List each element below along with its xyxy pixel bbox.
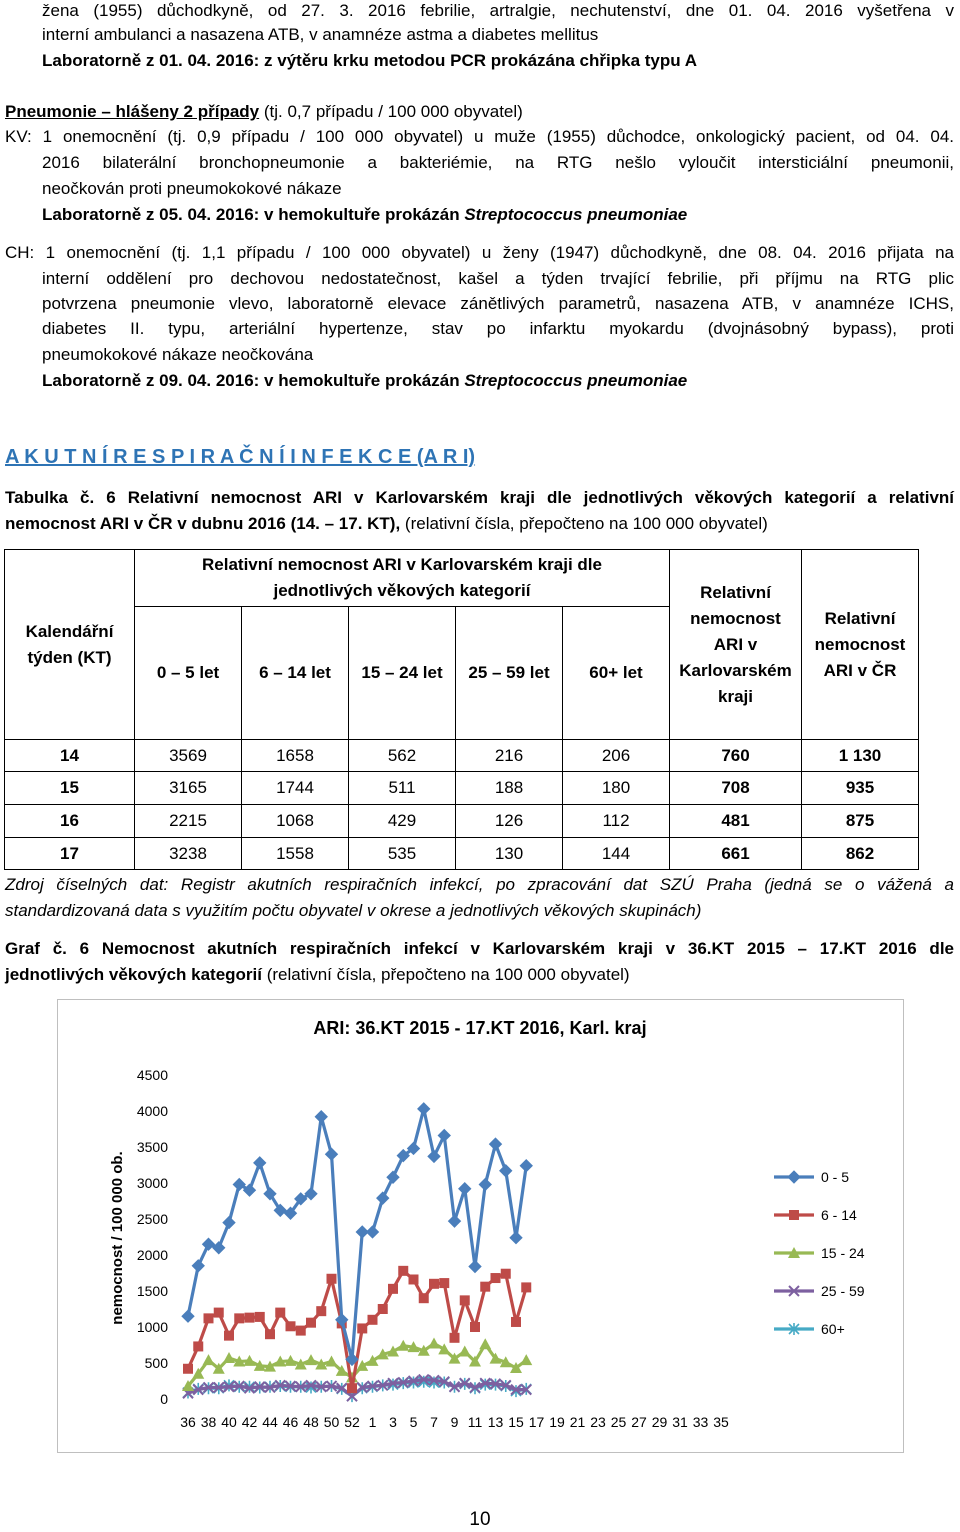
ch-lab-organism: Streptococcus pneumoniae	[464, 371, 688, 390]
x-tick-label: 40	[221, 1414, 237, 1430]
x-tick-label: 25	[610, 1414, 627, 1430]
x-tick-label: 27	[631, 1414, 647, 1430]
table-header-age: 15 – 24 let	[349, 607, 456, 740]
y-tick-label: 2500	[136, 1211, 168, 1227]
x-tick-label: 29	[651, 1414, 668, 1430]
cell-cr: 935	[802, 772, 919, 805]
graph-caption-line2	[5, 964, 630, 986]
ch-case-line: pneumokokové nákaze neočkována	[42, 345, 314, 364]
table-caption-line1: Tabulka č. 6 Relativní nemocnost ARI v Karlovarském kraji dle jednotlivých věkových kategorií a relativní	[5, 488, 954, 507]
cell-value: 1658	[242, 740, 349, 772]
cell-cr: 875	[802, 805, 919, 838]
y-tick-label: 1500	[136, 1283, 168, 1299]
cell-value: 216	[456, 740, 563, 772]
cell-cr: 862	[802, 838, 919, 870]
table-row	[5, 772, 919, 805]
cell-value: 3238	[135, 838, 242, 870]
ari-table	[4, 549, 919, 870]
table-header-age: 0 – 5 let	[135, 607, 242, 740]
table-row	[5, 740, 919, 772]
cell-value: 206	[563, 740, 670, 772]
table-header-age: 6 – 14 let	[242, 607, 349, 740]
graph-caption-bold: jednotlivých věkových kategorií	[5, 965, 262, 984]
graph-caption-rest: (relativní čísla, přepočteno na 100 000 obyvatel)	[261, 965, 630, 984]
table-row	[5, 838, 919, 870]
pneumonie-heading: Pneumonie – hlášeny 2 případy	[5, 102, 260, 121]
table-row	[5, 805, 919, 838]
x-tick-label: 23	[590, 1414, 606, 1430]
table-header-kv: Relativní nemocnost ARI v Karlovarském kraji	[670, 550, 802, 740]
table-caption-rest: (relativní čísla, přepočteno na 100 000 obyvatel)	[400, 514, 768, 533]
legend-label: 6 - 14	[821, 1207, 857, 1223]
table-header-week: Kalendářní týden (KT)	[5, 550, 135, 740]
cell-kv: 661	[670, 838, 802, 870]
x-tick-label: 3	[389, 1414, 397, 1430]
cell-value: 112	[563, 805, 670, 838]
cell-kt: 16	[5, 805, 135, 838]
cell-value: 3165	[135, 772, 242, 805]
x-tick-label: 1	[368, 1414, 377, 1430]
x-tick-label: 50	[323, 1414, 340, 1430]
x-tick-label: 46	[282, 1414, 299, 1430]
x-tick-label: 11	[467, 1414, 483, 1430]
cell-value: 1744	[242, 772, 349, 805]
legend-label: 60+	[821, 1321, 845, 1337]
pneumonie-heading-rate: (tj. 0,7 případu / 100 000 obyvatel)	[259, 102, 523, 121]
y-tick-label: 2000	[136, 1247, 168, 1263]
chart-y-axis-label: nemocnost / 100 000 ob.	[109, 1151, 126, 1325]
x-tick-label: 19	[549, 1414, 565, 1430]
cell-kv: 708	[670, 772, 802, 805]
cell-cr: 1 130	[802, 740, 919, 772]
case-text-line: interní ambulanci a nasazena ATB, v anamnéze astma a diabetes mellitus	[42, 25, 599, 44]
x-tick-label: 31	[672, 1414, 688, 1430]
cell-kt: 17	[5, 838, 135, 870]
source-note-line: standardizovaná data s využitím počtu obyvatel v okrese a jednotlivých věkových skupinách)	[5, 901, 702, 920]
x-tick-label: 48	[303, 1414, 319, 1430]
cell-value: 511	[349, 772, 456, 805]
cell-value: 429	[349, 805, 456, 838]
x-tick-label: 21	[569, 1414, 586, 1430]
legend-label: 0 - 5	[821, 1169, 850, 1185]
ch-case-line: CH: 1 onemocnění (tj. 1,1 případu / 100 000 obyvatel) u ženy (1947) důchodkyně, dne 08. 04. 2016 přijata na	[5, 243, 954, 262]
x-tick-label: 38	[200, 1414, 217, 1430]
cell-value: 535	[349, 838, 456, 870]
ch-lab-prefix: Laboratorně z 09. 04. 2016: v hemokultuře prokázán	[42, 371, 465, 390]
y-tick-label: 3000	[136, 1175, 168, 1191]
cell-value: 188	[456, 772, 563, 805]
y-tick-label: 500	[144, 1355, 168, 1371]
page-number: 10	[469, 1509, 491, 1530]
cell-value: 1068	[242, 805, 349, 838]
case-text-line: žena (1955) důchodkyně, od 27. 3. 2016 febrilie, artralgie, nechutenství, dne 01. 04. 2016 vyšetřena v	[42, 1, 954, 20]
x-tick-label: 36	[180, 1414, 196, 1430]
cell-value: 562	[349, 740, 456, 772]
legend-label: 25 - 59	[821, 1283, 865, 1299]
table-caption-bold: nemocnost ARI v ČR v dubnu 2016 (14. – 17. KT),	[5, 514, 401, 533]
cell-kv: 760	[670, 740, 802, 772]
x-tick-label: 15	[508, 1414, 524, 1430]
cell-value: 2215	[135, 805, 242, 838]
y-tick-label: 3500	[136, 1139, 168, 1155]
x-tick-label: 33	[692, 1414, 709, 1430]
ch-case-line: diabetes II. typu, arteriální hypertenze, stav po infarktu myokardu (dvojnásobný bypass), proti	[42, 319, 954, 338]
graph-caption-line1: Graf č. 6 Nemocnost akutních respiračních infekcí v Karlovarském kraji v 36.KT 2015 – 17.KT 2016 dle	[5, 939, 954, 958]
y-tick-label: 0	[160, 1391, 168, 1407]
ari-section-heading[interactable]: A K U T N Í R E S P I R A Č N Í I N F E K C E (A R I)	[5, 446, 476, 468]
table-header-age: 25 – 59 let	[456, 607, 563, 740]
cell-value: 1558	[242, 838, 349, 870]
chart-frame	[57, 999, 904, 1453]
cell-value: 180	[563, 772, 670, 805]
lab-result-line: Laboratorně z 01. 04. 2016: z výtěru krku metodou PCR prokázána chřipka typu A	[42, 51, 698, 70]
ch-case-line: interní oddělení pro dechovou nedostatečnost, kašel a týden trvající febrilie, při příjmu na RTG plic	[42, 269, 954, 288]
x-tick-label: 44	[262, 1414, 278, 1430]
kv-case-line: 2016 bilaterální bronchopneumonie a bakteriémie, na RTG nešlo vyloučit intersticiální pneumonii,	[42, 153, 954, 172]
cell-value: 130	[456, 838, 563, 870]
cell-value: 144	[563, 838, 670, 870]
cell-value: 3569	[135, 740, 242, 772]
ch-case-line: potvrzena pneumonie vlevo, laboratorně elevace zánětlivých parametrů, nasazena ATB, v anamnéze ICHS,	[42, 294, 954, 313]
kv-case-line: neočkován proti pneumokokové nákaze	[42, 179, 342, 198]
kv-lab-line	[42, 204, 687, 226]
kv-lab-prefix: Laboratorně z 05. 04. 2016: v hemokultuře prokázán	[42, 205, 465, 224]
source-note-line: Zdroj číselných dat: Registr akutních respiračních infekcí, po zpracování dat SZÚ Praha (jedná se o vážená a	[5, 875, 954, 894]
x-tick-label: 42	[241, 1414, 258, 1430]
y-tick-label: 4000	[136, 1103, 168, 1119]
cell-value: 126	[456, 805, 563, 838]
y-tick-label: 1000	[136, 1319, 168, 1335]
table-header-cr: Relativní nemocnost ARI v ČR	[802, 550, 919, 740]
x-tick-label: 13	[487, 1414, 504, 1430]
table-header-age: 60+ let	[563, 607, 670, 740]
x-tick-label: 52	[344, 1414, 360, 1430]
kv-lab-organism: Streptococcus pneumoniae	[464, 205, 688, 224]
legend-label: 15 - 24	[821, 1245, 865, 1261]
x-tick-label: 5	[409, 1414, 418, 1430]
cell-kt: 14	[5, 740, 135, 772]
cell-kv: 481	[670, 805, 802, 838]
x-tick-label: 9	[450, 1414, 459, 1430]
ch-lab-line	[42, 370, 687, 392]
table-caption-line2	[5, 513, 768, 535]
x-tick-label: 35	[713, 1414, 729, 1430]
kv-case-line: KV: 1 onemocnění (tj. 0,9 případu / 100 000 obyvatel) u muže (1955) důchodce, onkologický pacient, od 04. 04.	[5, 127, 954, 146]
table-header-group: Relativní nemocnost ARI v Karlovarském kraji dle jednotlivých věkových kategorií	[135, 550, 670, 607]
x-tick-label: 7	[430, 1414, 438, 1430]
y-tick-label: 4500	[136, 1067, 168, 1083]
cell-kt: 15	[5, 772, 135, 805]
pneumonie-heading-line	[5, 101, 523, 123]
chart-title: ARI: 36.KT 2015 - 17.KT 2016, Karl. kraj	[313, 1018, 647, 1038]
x-tick-label: 17	[528, 1414, 545, 1430]
